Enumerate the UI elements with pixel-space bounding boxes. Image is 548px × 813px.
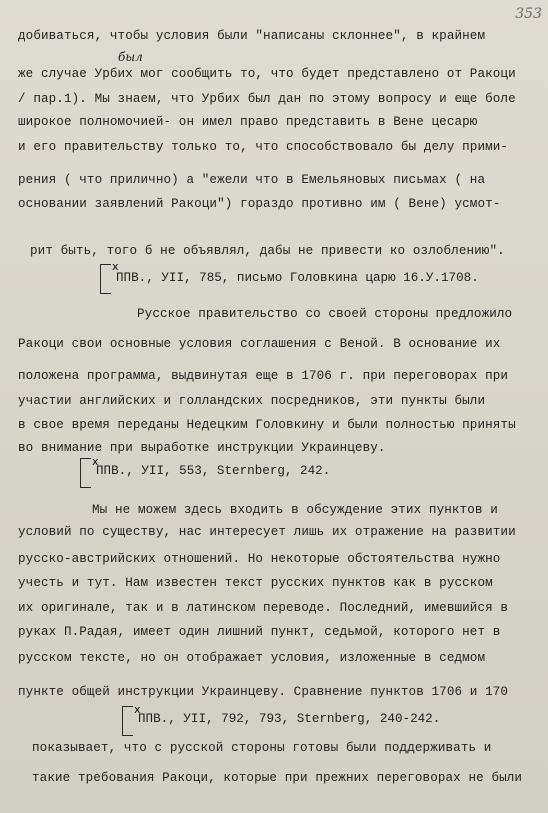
text-line: в свое время переданы Недецким Головкину и были полностью приняты [18, 418, 516, 432]
text-line: учесть и тут. Нам известен текст русских пунктов как в русском [18, 576, 493, 590]
text-line: показывает, что с русской стороны готовы были поддерживать и [32, 741, 492, 755]
footnote-x-mark: x [134, 703, 141, 716]
text-line: же случае Урбих мог сообщить то, что будет представлено от Ракоци [18, 67, 516, 81]
footnote-bracket [80, 458, 91, 488]
text-line: такие требования Ракоци, которые при прежних переговорах не были [32, 771, 523, 785]
text-line: во внимание при выработке инструкции Украинцеву. [18, 441, 386, 455]
text-line: широкое полномочией- он имел право представить в Вене цесарю [18, 115, 478, 129]
text-line: рит быть, того б не объявлял, дабы не привести ко озлоблению". [30, 244, 505, 258]
text-line: рения ( что прилично) а "ежели что в Емельяновых письмах ( на [18, 173, 486, 187]
text-line: их оригинале, так и в латинском переводе. Последний, имевшийся в [18, 601, 509, 615]
text-line: и его правительству только то, что способствовало бы делу прими- [18, 140, 509, 154]
text-line: положена программа, выдвинутая еще в 1706 г. при переговорах при [18, 369, 509, 383]
text-line: русском тексте, но он отображает условия, изложенные в седмом [18, 651, 486, 665]
text-line: добиваться, чтобы условия были "написаны склоннее", в крайнем [18, 29, 486, 43]
text-line: условий по существу, нас интересует лишь их отражение на развитии [18, 525, 516, 539]
text-line: русско-австрийских отношений. Но некоторые обстоятельства нужно [18, 552, 501, 566]
footnote: ППВ., УII, 785, письмо Головкина царю 16.У.1708. [116, 271, 479, 285]
footnote-x-mark: x [92, 455, 99, 468]
footnote-bracket [100, 264, 111, 294]
footnote: ППВ., УII, 553, Sternberg, 242. [96, 464, 331, 478]
text-line: Русское правительство со своей стороны предложило [137, 307, 513, 321]
text-line: Ракоци свои основные условия соглашения с Веной. В основание их [18, 337, 501, 351]
text-line: участии английских и голландских посредников, эти пункты были [18, 394, 486, 408]
text-line: пункте общей инструкции Украинцеву. Сравнение пунктов 1706 и 170 [18, 685, 509, 699]
page-number: 353 [515, 6, 542, 22]
text-line: основании заявлений Ракоци") гораздо противно им ( Вене) усмот- [18, 197, 501, 211]
footnote: ППВ., УII, 792, 793, Sternberg, 240-242. [138, 712, 441, 726]
footnote-bracket [122, 706, 133, 736]
text-line: руках П.Радая, имеет один лишний пункт, седьмой, которого нет в [18, 625, 501, 639]
footnote-x-mark: x [112, 260, 119, 273]
text-line: / пар.1). Мы знаем, что Урбих был дан по этому вопросу и еще боле [18, 92, 516, 106]
text-line: Мы не можем здесь входить в обсуждение этих пунктов и [92, 503, 498, 517]
handwritten-insertion: был [118, 50, 143, 64]
